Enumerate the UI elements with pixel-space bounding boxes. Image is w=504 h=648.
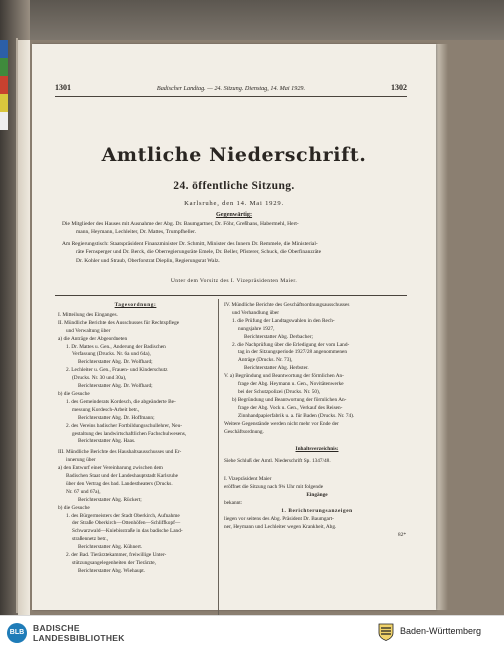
agenda-line: innerung über <box>66 457 96 464</box>
section-rule <box>55 295 407 296</box>
agenda-line: Berichterstatter Abg. Kühnert. <box>78 544 143 551</box>
item-line: liegen vor seitens des Abg. Präsident Dr. Baumgart- <box>224 515 334 522</box>
present-heading: Gegenwärtig: <box>215 211 253 218</box>
agenda-line: IV. Mündliche Berichte des Geschäftsordnungsausschusses <box>224 302 350 308</box>
sheet-mark: 82* <box>398 531 406 538</box>
agenda-line: 2. die Nachprüfung über die Erledigung der vom Land- <box>232 341 350 348</box>
agenda-line: tag in der Sitzungsperiode 1927/28 angenommenen <box>238 349 348 356</box>
contents-line: Siehe Schluß der Amtl. Niederschrift Sp. 1347/48. <box>224 458 331 465</box>
agenda-line: Nr. 67 und 67a), <box>66 488 101 495</box>
agenda-line: Berichterstatter Abg. Dr. Hoffmann; <box>78 414 155 421</box>
agenda-line: Badischen Staat und der Landeshauptstadt Karlsruhe <box>66 473 178 480</box>
chair-line: Unter dem Vorsitz des I. Vizepräsidenten Maier. <box>170 278 298 284</box>
agenda-line: Berichterstatter Abg. Wiehaupt. <box>78 567 146 574</box>
blb-wordmark[interactable] <box>33 623 125 643</box>
government-line: Dr. Kohler und Straub, Oberforstrat Dieplin, Regierungsrat Walz. <box>76 257 220 264</box>
agenda-line: b) Begründung und Beantwortung der förmlichen An- <box>232 396 347 403</box>
color-calibration-strip <box>0 40 8 130</box>
agenda-line: messung Kordesch-Arbeit betr., <box>72 406 140 413</box>
agenda-line: 2. Lechleiter u. Gen., Frauen- und Kinderschutz <box>66 367 168 374</box>
agenda-line: frage der Abg. Heymann u. Gen., Novitätenwerke <box>238 381 344 388</box>
agenda-line: V. a) Begründung und Beantwortung der förmlichen An- <box>224 373 344 380</box>
agenda-column <box>58 302 213 576</box>
session-heading: 24. öffentliche Sitzung. <box>173 180 295 192</box>
page-number-right: 1302 <box>391 83 407 92</box>
agenda-line: Geschäftsordnung. <box>224 428 264 435</box>
agenda-line: II. Mündliche Berichte des Ausschusses für Rechtspflege <box>58 319 180 326</box>
blb-line-2: LANDESBIBLIOTHEK <box>33 633 125 643</box>
page-gutter <box>18 40 30 615</box>
item-heading: 1. Berichterungsanzeigen <box>281 507 353 514</box>
agenda-line: straßennetz betr., <box>72 536 109 543</box>
agenda-line: über den Vertrag des bad. Landestheaters (Drucks. <box>66 480 173 487</box>
scan-top-shadow <box>0 0 504 40</box>
agenda-line: Berichterstatter Abg. Dr. Wolfhard; <box>78 359 153 366</box>
agenda-line: nungsjahre 1927, <box>238 325 275 332</box>
agenda-line: b) die Gesuche <box>58 504 90 511</box>
agenda-line: bei der Schutzpolizei (Drucks. Nr. 50), <box>238 388 321 395</box>
agenda-line: gestaltung des landwirtschaftlichen Fachschulwesens, <box>72 430 187 437</box>
members-line: mann, Heymann, Lechleiter, Dr. Mattes, Trumpfheller. <box>76 229 196 236</box>
opening-line: I. Vizepräsident Maier <box>224 476 272 483</box>
government-line: Am Regierungstisch: Staatspräsident Finanzminister Dr. Schmitt, Minister des Innern Dr. Remmele, die Ministerial- <box>62 241 318 247</box>
blb-line-1: BADISCHE <box>33 623 80 633</box>
agenda-line: und Verwaltung über <box>66 327 111 334</box>
document-page <box>32 44 436 610</box>
blb-logo[interactable]: BLB <box>7 623 27 643</box>
document-title: Amtliche Niederschrift. <box>101 144 367 166</box>
column-divider <box>218 299 219 615</box>
agenda-line: III. Mündliche Berichte des Haushaltsausschusses und Er- <box>58 449 182 456</box>
contents-heading: Inhaltsverzeichnis: <box>295 446 339 453</box>
agenda-line: 1. Dr. Mattes u. Gen., Änderung der Badischen <box>66 343 166 350</box>
baden-wuerttemberg-label[interactable]: Baden-Württemberg <box>400 626 482 636</box>
page-right-edge <box>436 44 448 610</box>
session-date: Karlsruhe, den 14. Mai 1929. <box>184 200 284 207</box>
agenda-line: frage der Abg. Vock u. Gen., Verkauf des Reisen- <box>238 404 343 411</box>
agenda-line: Berichterstatter Abg. Derbacher; <box>244 333 313 340</box>
agenda-line: a) die Anträge der Abgeordneten <box>58 335 128 342</box>
viewer-footer <box>0 615 504 648</box>
inputs-text: bekannt: <box>224 499 243 506</box>
item-line: ner, Heymann und Lechleiter wegen Krankheit, Abg. <box>224 523 337 530</box>
agenda-line: Berichterstatter Abg. Haas. <box>78 438 136 445</box>
agenda-line: Berichterstatter Abg. Herbster. <box>244 365 309 372</box>
agenda-line: a) den Entwurf einer Vereinbarung zwischen dem <box>58 465 163 472</box>
opening-line: eröffnet die Sitzung nach 9¾ Uhr mit folgende <box>224 484 324 491</box>
agenda-line: und Verhandlung über <box>232 309 279 316</box>
present-members <box>62 220 414 237</box>
running-title: Badischer Landtag. — 24. Sitzung. Dienstag, 14. Mai 1929. <box>156 85 306 92</box>
members-line: Die Mitglieder des Hauses mit Ausnahme der Abg. Dr. Baumgartner, Dr. Föhr, Greßhans, Habermehl, Hert- <box>62 221 299 227</box>
header-rule <box>55 96 407 97</box>
agenda-heading: Tagesordnung: <box>114 302 157 308</box>
agenda-line: Berichterstatter Abg. Rückert; <box>78 496 142 503</box>
agenda-line: 1. die Prüfung der Landtagswahlen in den Rech- <box>232 317 335 324</box>
agenda-line: stützungsangelegenheiten der Tierärzte, <box>72 560 156 566</box>
agenda-line: Zinnhandpapierfabrik u. a. für Baden (Drucks. Nr. 74). <box>238 412 355 419</box>
agenda-line: Berichterstatter Abg. Dr. Wolfhard; <box>78 383 153 390</box>
agenda-line: 2. der Bad. Tierärztekammer, freiwillige Unter- <box>66 552 167 559</box>
agenda-line: Schwarzwald—Kniebisstraße in das badische Land- <box>72 528 183 535</box>
agenda-line: Weitere Gegenstände werden nicht mehr vor Ende der <box>224 420 339 427</box>
right-column <box>224 302 410 539</box>
running-head <box>55 83 407 97</box>
agenda-line: b) die Gesuche <box>58 390 90 397</box>
agenda-line: der Straße Oberkirch—Ottenhöfen—Schliffkopf— <box>72 520 181 527</box>
coat-of-arms-icon <box>378 623 394 641</box>
government-line: räte Fernsperger und Dr. Berck, die Oberregierungsräte Emele, Dr. Beller, Pfisterer, Schuck, die Oberfinanzräte <box>76 249 322 256</box>
agenda-line: 2. des Vereins badischer Fortbildungsschullehrer, Neu- <box>66 422 183 429</box>
agenda-line: Verfassung (Drucks. Nr. 6a und 64a), <box>72 351 151 358</box>
agenda-line: 1. des Bürgermeisters der Stadt Oberkirch, Aufnahme <box>66 512 180 519</box>
agenda-line: I. Mitteilung des Einganges. <box>58 311 118 318</box>
agenda-line: Anträge (Drucks. Nr. 73), <box>238 357 293 364</box>
inputs-heading: Eingänge <box>306 492 328 499</box>
agenda-line: (Drucks. Nr. 30 und 30a), <box>72 375 127 382</box>
page-number-left: 1301 <box>55 83 71 92</box>
present-government <box>62 240 414 265</box>
agenda-line: 1. des Gemeinderats Kordesch, die abgeänderte Be- <box>66 398 176 405</box>
